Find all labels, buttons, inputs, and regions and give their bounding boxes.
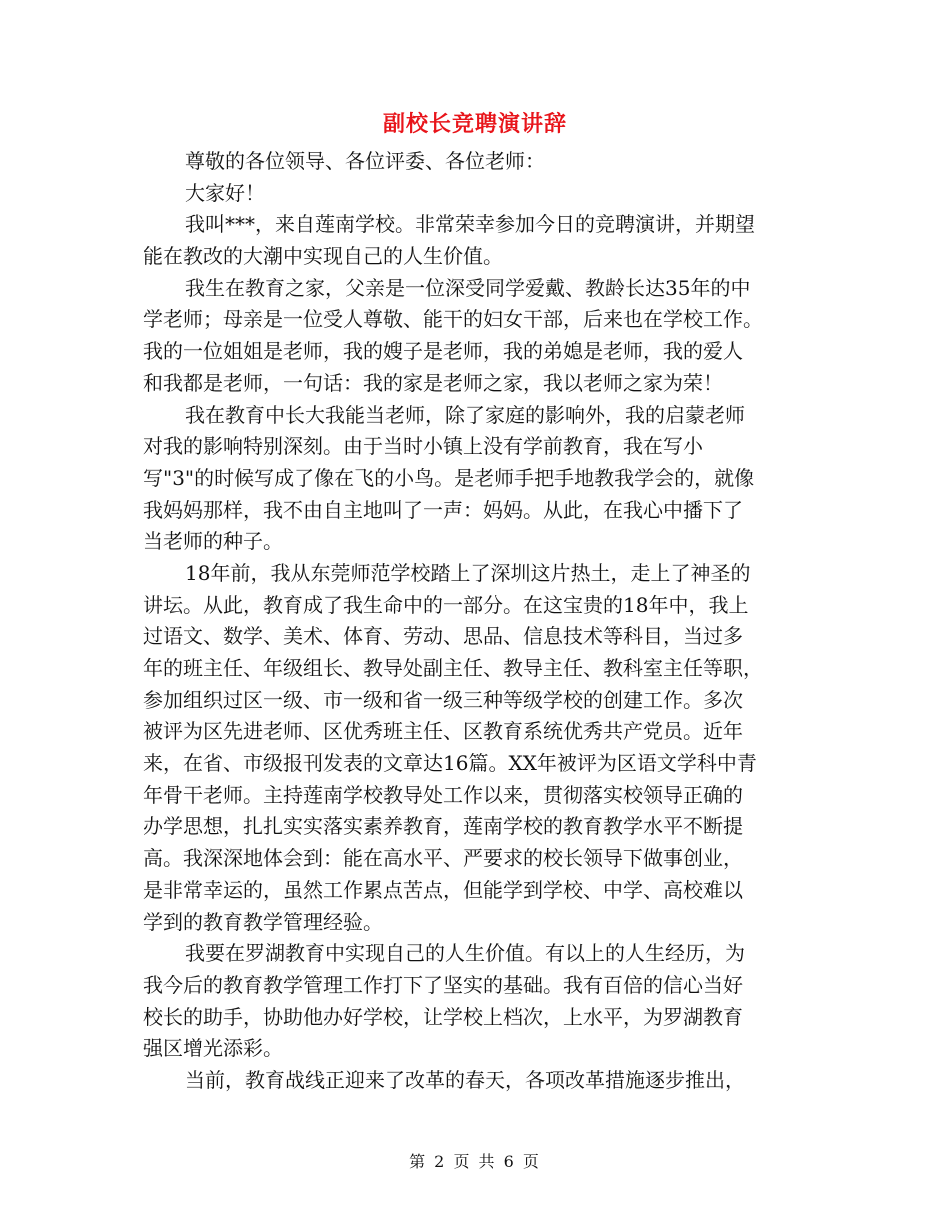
text-line: 我在教育中长大我能当老师，除了家庭的影响外，我的启蒙老师 bbox=[185, 402, 745, 427]
text-line: 能在教改的大潮中实现自己的人生价值。 bbox=[143, 244, 503, 269]
text-line: 来，在省、市级报刊发表的文章达16篇。XX年被评为区语文学科中青 bbox=[143, 751, 757, 776]
text-line: 年的班主任、年级组长、教导处副主任、教导主任、教科室主任等职， bbox=[143, 656, 763, 680]
text-line: 强区增光添彩。 bbox=[143, 1036, 283, 1061]
text-line: 18年前，我从东莞师范学校踏上了深圳这片热土，走上了神圣的 bbox=[185, 560, 751, 585]
text-line: 过语文、数学、美术、体育、劳动、思品、信息技术等科目，当过多 bbox=[143, 624, 743, 649]
text-line: 对我的影响特别深刻。由于当时小镇上没有学前教育，我在写小 bbox=[143, 434, 703, 459]
text-line: 当老师的种子。 bbox=[143, 529, 283, 554]
text-line: 当前，教育战线正迎来了改革的春天，各项改革措施逐步推出， bbox=[185, 1067, 745, 1092]
text-line: 参加组织过区一级、市一级和省一级三种等级学校的创建工作。多次 bbox=[143, 687, 743, 712]
document-title: 副校长竞聘演讲辞 bbox=[382, 111, 567, 137]
text-line: 我的一位姐姐是老师，我的嫂子是老师，我的弟媳是老师，我的爱人 bbox=[143, 339, 743, 364]
text-line: 学到的教育教学管理经验。 bbox=[143, 909, 383, 934]
text-line: 大家好！ bbox=[185, 180, 265, 205]
text-line: 我叫***，来自莲南学校。非常荣幸参加今日的竞聘演讲，并期望 bbox=[185, 212, 755, 237]
text-line: 被评为区先进老师、区优秀班主任、区教育系统优秀共产党员。近年 bbox=[143, 719, 743, 744]
text-line: 我今后的教育教学管理工作打下了坚实的基础。我有百倍的信心当好 bbox=[143, 972, 743, 997]
text-line: 我要在罗湖教育中实现自己的人生价值。有以上的人生经历，为 bbox=[185, 941, 745, 966]
text-line: 和我都是老师，一句话：我的家是老师之家，我以老师之家为荣！ bbox=[143, 370, 723, 395]
text-line: 是非常幸运的，虽然工作累点苦点，但能学到学校、中学、高校难以 bbox=[143, 877, 743, 902]
text-line: 尊敬的各位领导、各位评委、各位老师： bbox=[185, 149, 545, 173]
text-line: 年骨干老师。主持莲南学校教导处工作以来，贯彻落实校领导正确的 bbox=[143, 782, 743, 807]
text-line: 写"3"的时候写成了像在飞的小鸟。是老师手把手地教我学会的，就像 bbox=[143, 465, 755, 490]
document-body bbox=[143, 146, 807, 1097]
text-line: 校长的助手，协助他办好学校，让学校上档次，上水平，为罗湖教育 bbox=[143, 1004, 743, 1029]
text-line: 办学思想，扎扎实实落实素养教育，莲南学校的教育教学水平不断提 bbox=[143, 814, 743, 839]
text-line: 我妈妈那样，我不由自主地叫了一声：妈妈。从此，在我心中播下了 bbox=[143, 497, 743, 522]
text-line: 高。我深深地体会到：能在高水平、严要求的校长领导下做事创业， bbox=[143, 846, 743, 871]
text-line: 学老师；母亲是一位受人尊敬、能干的妇女干部，后来也在学校工作。 bbox=[143, 307, 763, 332]
text-line: 我生在教育之家，父亲是一位深受同学爱戴、教龄长达35年的中 bbox=[185, 275, 751, 300]
page-footer: 第 2 页 共 6 页 bbox=[409, 1152, 541, 1171]
text-line: 讲坛。从此，教育成了我生命中的一部分。在这宝贵的18年中，我上 bbox=[143, 592, 749, 617]
